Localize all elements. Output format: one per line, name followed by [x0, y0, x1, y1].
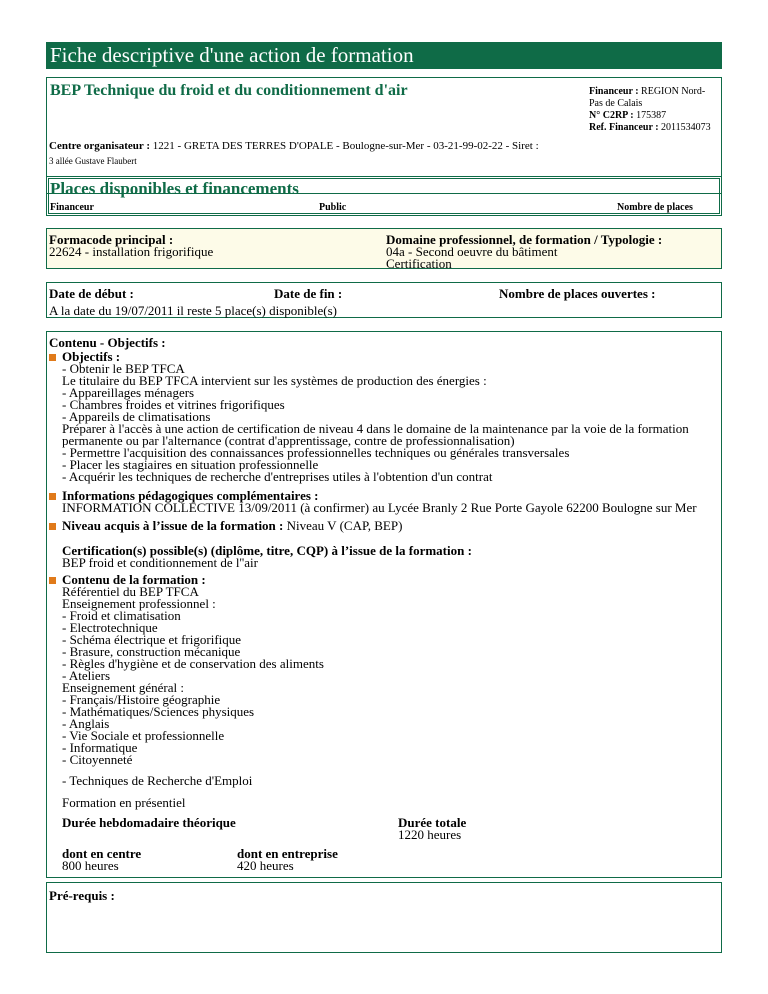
domaine-label: Domaine professionnel, de formation / Typologie :	[386, 232, 663, 247]
places-ouvertes-label: Nombre de places ouvertes :	[499, 286, 656, 301]
contenu-line: - Ateliers	[62, 668, 111, 683]
centre-hours-label: dont en centre	[62, 846, 142, 861]
ref-financeur-label: Ref. Financeur :	[589, 122, 659, 133]
certification-label: Certification(s) possible(s) (diplôme, titre, CQP) à l’issue de la formation :	[62, 543, 472, 558]
objectifs-line: - Appareillages ménagers	[62, 385, 195, 400]
course-title: BEP Technique du froid et du conditionnement d'air	[50, 82, 408, 99]
contenu-line: - Informatique	[62, 740, 138, 755]
objectifs-line: - Appareils de climatisations	[62, 409, 211, 424]
financeur-info	[589, 86, 719, 134]
domaine-value: 04a - Second oeuvre du bâtiment	[386, 244, 558, 259]
contenu-line: - Citoyenneté	[62, 752, 133, 767]
c2rp-label: N° C2RP :	[589, 110, 634, 121]
formation-presentiel: Formation en présentiel	[62, 795, 186, 810]
contenu-line: Référentiel du BEP TFCA	[62, 584, 199, 599]
c2rp-value: 175387	[636, 110, 667, 121]
contenu-formation-label: Contenu de la formation :	[62, 572, 206, 587]
contenu-line: - Electrotechnique	[62, 620, 158, 635]
date-debut-label: Date de début :	[49, 286, 134, 301]
bullet-icon	[49, 493, 56, 500]
col-financeur: Financeur	[50, 202, 94, 213]
contenu-line: - Froid et climatisation	[62, 608, 181, 623]
certification-block	[62, 545, 472, 569]
centre-address: 3 allée Gustave Flaubert	[49, 156, 137, 166]
niveau-value: Niveau V (CAP, BEP)	[286, 518, 403, 533]
contenu-line: - Anglais	[62, 716, 110, 731]
col-public: Public	[319, 202, 347, 213]
info-pedagogique-block	[62, 490, 717, 514]
contenu-line: Enseignement professionnel :	[62, 596, 216, 611]
objectifs-block	[62, 351, 717, 483]
info-pedagogique-label: Informations pédagogiques complémentaires :	[62, 488, 319, 503]
places-section	[46, 176, 722, 216]
dates-section	[46, 282, 722, 318]
duree-totale-block	[398, 817, 466, 841]
financeur-label: Financeur :	[589, 86, 639, 97]
page-title: Fiche descriptive d'une action de formation	[46, 42, 722, 69]
centre-organisateur	[49, 140, 539, 153]
contenu-line: Enseignement général :	[62, 680, 185, 695]
entreprise-hours-value: 420 heures	[237, 858, 294, 873]
centre-label: Centre organisateur :	[49, 140, 151, 152]
contenu-formation-block	[62, 574, 717, 766]
centre-block	[62, 848, 141, 872]
formacode-label: Formacode principal :	[49, 232, 174, 247]
duree-totale-value: 1220 heures	[398, 827, 462, 842]
objectifs-line: Préparer à l'accès à une action de certification de niveau 4 dans le domaine de la maintenance par la voie de la formation	[62, 421, 689, 436]
entreprise-block	[237, 848, 338, 872]
prerequis-section	[46, 882, 722, 953]
domaine-value-2: Certification	[386, 256, 452, 271]
contenu-line: - Vie Sociale et professionnelle	[62, 728, 225, 743]
ref-financeur-value: 2011534073	[661, 122, 711, 133]
prerequis-label: Pré-requis :	[49, 888, 115, 903]
financeur-value: REGION Nord-	[641, 86, 706, 97]
centre-value: 1221 - GRETA DES TERRES D'OPALE - Boulogne-sur-Mer - 03-21-99-02-22 - Siret :	[152, 140, 539, 152]
formacode-section	[46, 228, 722, 269]
objectifs-line: - Chambres froides et vitrines frigorifiques	[62, 397, 285, 412]
objectifs-line: permanente ou par l'alternance (contrat d'apprentissage, contre de professionnalisation)	[62, 433, 515, 448]
financeur-value-2: Pas de Calais	[589, 98, 643, 109]
certification-value: BEP froid et conditionnement de l''air	[62, 555, 258, 570]
objectifs-line: Le titulaire du BEP TFCA intervient sur les systèmes de production des énergies :	[62, 373, 487, 388]
objectifs-line: - Obtenir le BEP TFCA	[62, 361, 185, 376]
objectifs-line: - Acquérir les techniques de recherche d'entreprises utiles à l'obtention d'un contrat	[62, 469, 493, 484]
contenu-line: - Français/Histoire géographie	[62, 692, 221, 707]
contenu-line: - Règles d'hygiène et de conservation des aliments	[62, 656, 324, 671]
objectifs-label: Objectifs :	[62, 349, 121, 364]
entreprise-hours-label: dont en entreprise	[237, 846, 338, 861]
niveau-block	[62, 520, 402, 532]
contenu-title: Contenu - Objectifs :	[49, 335, 166, 350]
niveau-label: Niveau acquis à l’issue de la formation :	[62, 518, 284, 533]
objectifs-line: - Placer les stagiaires en situation professionnelle	[62, 457, 319, 472]
objectifs-line: - Permettre l'acquisition des connaissances professionnelles techniques ou générales transversales	[62, 445, 570, 460]
techniques-recherche: - Techniques de Recherche d'Emploi	[62, 773, 253, 788]
bullet-icon	[49, 354, 56, 361]
places-info: A la date du 19/07/2011 il reste 5 place(s) disponible(s)	[49, 303, 337, 318]
duree-hebdo-label: Durée hebdomadaire théorique	[62, 815, 236, 830]
col-nombre-places: Nombre de places	[617, 202, 693, 213]
contenu-line: - Brasure, construction mécanique	[62, 644, 241, 659]
bullet-icon	[49, 577, 56, 584]
places-title: Places disponibles et financements	[50, 179, 299, 198]
contenu-line: - Schéma électrique et frigorifique	[62, 632, 242, 647]
bullet-icon	[49, 523, 56, 530]
centre-hours-value: 800 heures	[62, 858, 119, 873]
date-fin-label: Date de fin :	[274, 286, 343, 301]
duree-totale-label: Durée totale	[398, 815, 467, 830]
formacode-value: 22624 - installation frigorifique	[49, 244, 214, 259]
contenu-line: - Mathématiques/Sciences physiques	[62, 704, 255, 719]
info-pedagogique-value: INFORMATION COLLECTIVE 13/09/2011 (à confirmer) au Lycée Branly 2 Rue Porte Gayole 62200 Boulogne sur Mer	[62, 500, 697, 515]
